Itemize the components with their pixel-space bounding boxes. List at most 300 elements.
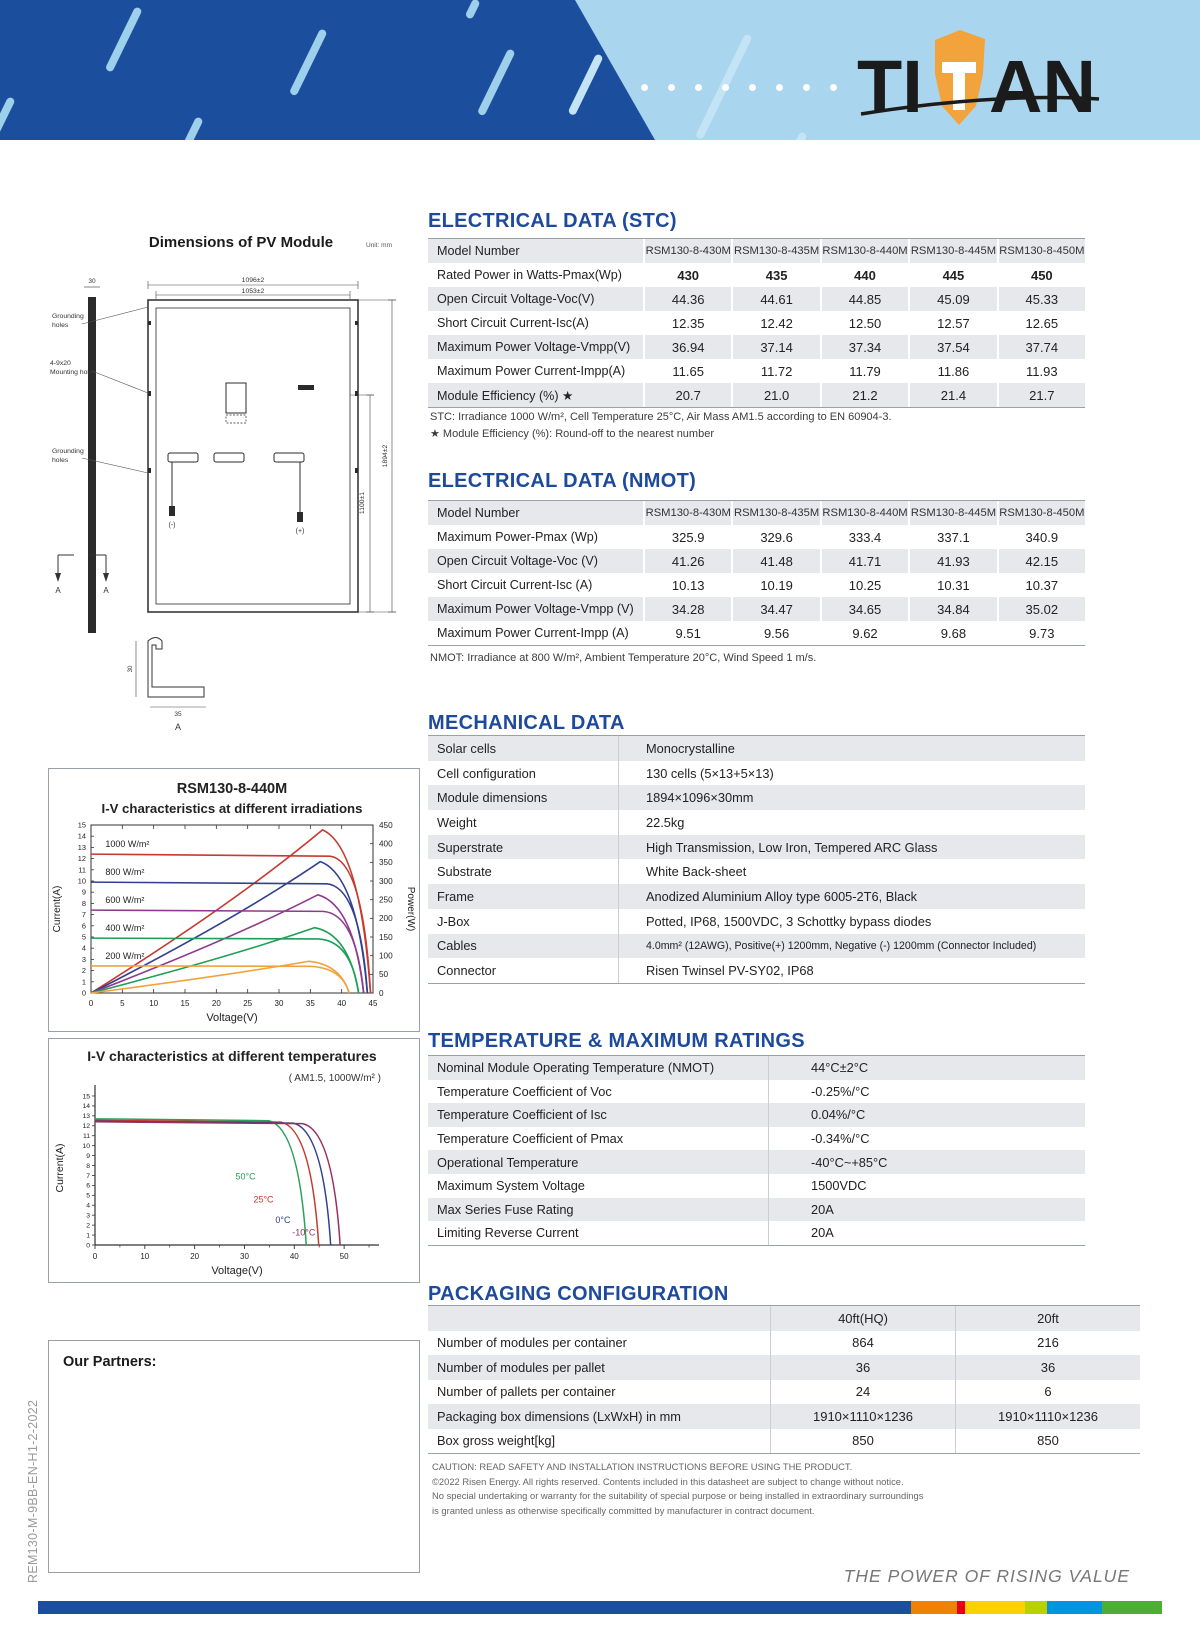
svg-text:50: 50 [339, 1252, 349, 1261]
svg-text:40: 40 [289, 1252, 299, 1261]
table-row [428, 934, 1085, 959]
color-bar-segment [911, 1601, 957, 1614]
svg-text:200 W/m²: 200 W/m² [105, 950, 145, 961]
svg-text:6: 6 [86, 1182, 90, 1190]
cell-value: 37.34 [820, 335, 908, 359]
cell-value: 6 [955, 1380, 1140, 1405]
svg-text:14: 14 [77, 831, 86, 841]
table-row [428, 761, 1085, 786]
note-line: STC: Irradiance 1000 W/m², Cell Temperature 25°C, Air Mass AM1.5 according to EN 60904-3. [430, 411, 892, 423]
table-row [428, 785, 1085, 810]
positive-connector [297, 512, 303, 522]
table-row [428, 1103, 1085, 1127]
stc-notes [430, 409, 892, 443]
cell-value: 10.37 [997, 573, 1085, 597]
cell-value: 850 [955, 1429, 1140, 1454]
column-header: Model Number [437, 244, 520, 258]
svg-text:30: 30 [240, 1252, 249, 1261]
cell-value: 35.02 [997, 597, 1085, 621]
table-row [428, 359, 1085, 383]
table-row [428, 549, 1085, 573]
column-header-40ft: 40ft(HQ) [770, 1306, 955, 1331]
cell-value: 11.93 [997, 359, 1085, 383]
cell-value: 11.79 [820, 359, 908, 383]
cell-value: 333.4 [820, 525, 908, 549]
svg-text:50: 50 [379, 970, 389, 980]
nmot-notes [430, 650, 816, 667]
table-row [428, 1429, 1140, 1454]
table-row [428, 621, 1085, 645]
svg-text:2: 2 [81, 966, 86, 976]
cell-value: 10.13 [643, 573, 731, 597]
cell-value: 41.26 [643, 549, 731, 573]
svg-text:45: 45 [368, 999, 378, 1008]
cell-value: 0.04%/°C [768, 1103, 1085, 1127]
partners-label: Our Partners: [63, 1354, 157, 1370]
svg-text:Voltage(V): Voltage(V) [211, 1265, 263, 1277]
cell-value: 329.6 [731, 525, 819, 549]
table-row [428, 573, 1085, 597]
cell-value: 45.33 [997, 287, 1085, 311]
header-dot [830, 84, 837, 91]
positive-label: (+) [295, 528, 305, 535]
cell-value: 10.25 [820, 573, 908, 597]
row-label: Temperature Coefficient of Pmax [437, 1131, 624, 1147]
cell-value: 34.47 [731, 597, 819, 621]
svg-text:0: 0 [88, 999, 94, 1008]
row-label: Operational Temperature [437, 1154, 579, 1170]
model-column-header: RSM130-8-430M [643, 239, 731, 263]
model-column-header: RSM130-8-445M [908, 239, 996, 263]
cell-value: 10.19 [731, 573, 819, 597]
row-label: Superstrate [437, 839, 504, 855]
titan-logo [855, 26, 1105, 128]
cell-value: 21.0 [731, 383, 819, 407]
svg-text:Current(A): Current(A) [52, 885, 63, 933]
note-line: NMOT: Irradiance at 800 W/m², Ambient Temperature 20°C, Wind Speed 1 m/s. [430, 652, 817, 664]
width-inner-dim: 1053±2 [241, 288, 265, 295]
row-label: Maximum Power Voltage-Vmpp(V) [437, 340, 631, 354]
logo-text-left: TI [857, 45, 923, 128]
cell-value: 430 [643, 263, 731, 287]
svg-text:1: 1 [86, 1232, 90, 1240]
row-label: Frame [437, 888, 474, 904]
cell-value: 435 [731, 263, 819, 287]
grounding-label-1b: holes [52, 322, 69, 329]
mounting-label: 4-9x20 [50, 360, 71, 367]
cell-value: 42.15 [997, 549, 1085, 573]
svg-text:30: 30 [274, 999, 284, 1008]
svg-text:0: 0 [86, 1242, 90, 1250]
svg-text:9: 9 [81, 887, 86, 897]
row-label: Solar cells [437, 740, 497, 756]
header-dot [803, 84, 810, 91]
row-label: Open Circuit Voltage-Voc(V) [437, 292, 595, 306]
cell-value: 36 [955, 1355, 1140, 1380]
cell-value: -40°C~+85°C [768, 1150, 1085, 1174]
cell-value: 21.7 [997, 383, 1085, 407]
svg-text:25: 25 [243, 999, 253, 1008]
partners-box [48, 1340, 420, 1573]
section-name: A [174, 722, 182, 732]
cell-value: 216 [955, 1331, 1140, 1356]
svg-text:1000 W/m²: 1000 W/m² [105, 839, 150, 850]
header-dot [749, 84, 756, 91]
cell-value: 337.1 [908, 525, 996, 549]
svg-text:9: 9 [86, 1152, 90, 1160]
cell-value: 37.14 [731, 335, 819, 359]
cell-value: 44°C±2°C [768, 1056, 1085, 1080]
section-width-dim: 35 [174, 711, 182, 718]
svg-text:0°C: 0°C [275, 1215, 291, 1226]
row-label: Connector [437, 963, 497, 979]
row-label: Weight [437, 814, 477, 830]
iv-irradiation-chartbox [48, 768, 420, 1032]
cell-value: -0.34%/°C [768, 1127, 1085, 1151]
footer-color-bar [38, 1601, 1162, 1614]
width-outer-dim: 1096±2 [241, 277, 265, 284]
table-row [428, 335, 1085, 359]
row-label: Max Series Fuse Rating [437, 1201, 574, 1217]
table-row [428, 1056, 1085, 1080]
diagram-title: Dimensions of PV Module [148, 234, 334, 251]
negative-label: (-) [168, 522, 176, 529]
table-row [428, 810, 1085, 835]
row-label: Maximum Power Current-Impp(A) [437, 364, 626, 378]
cell-value: 440 [820, 263, 908, 287]
height-dim-lines [350, 300, 396, 612]
cell-value: 130 cells (5×13+5×13) [618, 761, 1085, 786]
row-label: Rated Power in Watts-Pmax(Wp) [437, 268, 622, 282]
grounding-label-2: Grounding [52, 448, 84, 455]
table-row [428, 1221, 1085, 1245]
row-label: Number of pallets per container [437, 1384, 616, 1400]
height-outer-dim: 1894±2 [382, 444, 389, 468]
cell-value: 864 [770, 1331, 955, 1356]
svg-text:Current(A): Current(A) [54, 1143, 66, 1193]
cell-value: 850 [770, 1429, 955, 1454]
module-outline [148, 300, 358, 612]
row-label: Number of modules per container [437, 1335, 627, 1351]
svg-text:150: 150 [379, 932, 393, 942]
svg-text:I-V characteristics at differe: I-V characteristics at different irradiations [101, 801, 363, 816]
svg-text:10: 10 [140, 1252, 150, 1261]
svg-text:400: 400 [379, 839, 393, 849]
mechanical-table [428, 735, 1085, 984]
model-column-header: RSM130-8-435M [731, 239, 819, 263]
svg-text:15: 15 [77, 820, 86, 830]
cell-value: 445 [908, 263, 996, 287]
section-a-label: A [103, 586, 109, 595]
svg-text:300: 300 [379, 876, 393, 886]
table-row [428, 263, 1085, 287]
svg-text:RSM130-8-440M: RSM130-8-440M [176, 781, 288, 797]
height-inner-dim: 1100±1 [359, 491, 366, 515]
row-label: Short Circuit Current-Isc(A) [437, 316, 589, 330]
cell-value: High Transmission, Low Iron, Tempered ARC Glass [618, 835, 1085, 860]
svg-text:3: 3 [81, 954, 86, 964]
table-row [428, 1080, 1085, 1104]
svg-text:35: 35 [305, 999, 315, 1008]
cell-value: 1910×1110×1236 [770, 1404, 955, 1429]
model-column-header: RSM130-8-435M [731, 501, 819, 525]
table-row [428, 1404, 1140, 1429]
cell-value: 37.74 [997, 335, 1085, 359]
page-header [0, 0, 1200, 140]
svg-text:0: 0 [81, 988, 86, 998]
section-a-label: A [55, 586, 61, 595]
svg-text:20: 20 [211, 999, 221, 1008]
row-label: J-Box [437, 913, 470, 929]
mechanical-heading: MECHANICAL DATA [428, 712, 625, 734]
mounting-label-b: Mounting holes [50, 369, 97, 376]
cell-value: 37.54 [908, 335, 996, 359]
model-column-header: RSM130-8-450M [997, 501, 1085, 525]
svg-text:250: 250 [379, 895, 393, 905]
document-number: REM130-M-9BB-EN-H1-2-2022 [26, 1399, 40, 1583]
svg-text:25°C: 25°C [253, 1194, 274, 1205]
color-bar-segment [965, 1601, 1025, 1614]
table-row [428, 835, 1085, 860]
cell-value: 34.28 [643, 597, 731, 621]
nmot-table [428, 500, 1085, 646]
svg-text:4: 4 [86, 1202, 90, 1210]
svg-text:5: 5 [120, 999, 125, 1008]
row-label: Cell configuration [437, 765, 536, 781]
table-header-row [428, 239, 1085, 263]
table-row [428, 736, 1085, 761]
cell-value: 44.85 [820, 287, 908, 311]
svg-text:40: 40 [337, 999, 347, 1008]
cell-value: 9.68 [908, 621, 996, 645]
svg-text:11: 11 [78, 865, 86, 875]
row-label: Maximum System Voltage [437, 1178, 585, 1194]
svg-text:3: 3 [86, 1212, 90, 1220]
cell-value: 12.57 [908, 311, 996, 335]
cell-value: Monocrystalline [618, 736, 1085, 761]
svg-text:13: 13 [77, 842, 86, 852]
cell-value: 20A [768, 1221, 1085, 1245]
table-row [428, 597, 1085, 621]
row-label: Short Circuit Current-Isc (A) [437, 578, 593, 592]
model-column-header: RSM130-8-430M [643, 501, 731, 525]
cell-value: 9.51 [643, 621, 731, 645]
cell-value: 20.7 [643, 383, 731, 407]
thickness-dim: 30 [88, 278, 96, 285]
cell-value: 21.4 [908, 383, 996, 407]
cell-value: Potted, IP68, 1500VDC, 3 Schottky bypass diodes [618, 909, 1085, 934]
header-dot [722, 84, 729, 91]
nmot-heading: ELECTRICAL DATA (NMOT) [428, 470, 697, 492]
table-row [428, 884, 1085, 909]
iv-temperature-chartbox [48, 1038, 420, 1283]
svg-text:15: 15 [180, 999, 190, 1008]
row-label: Cables [437, 938, 477, 954]
svg-text:0: 0 [92, 1252, 98, 1261]
svg-text:14: 14 [82, 1103, 90, 1111]
cell-value: 11.86 [908, 359, 996, 383]
table-row [428, 525, 1085, 549]
note-line: is granted unless as otherwise specifically committed by manufacturer in contract document. [432, 1504, 815, 1516]
row-label: Module dimensions [437, 790, 548, 806]
cell-value: 41.48 [731, 549, 819, 573]
cell-value: 45.09 [908, 287, 996, 311]
column-header-20ft: 20ft [955, 1306, 1140, 1331]
table-row [428, 1174, 1085, 1198]
row-label: Limiting Reverse Current [437, 1225, 579, 1241]
table-row [428, 859, 1085, 884]
section-height-dim: 30 [128, 665, 134, 673]
color-bar-segment [1047, 1601, 1102, 1614]
svg-text:50°C: 50°C [235, 1171, 256, 1182]
header-dot [776, 84, 783, 91]
packaging-heading: PACKAGING CONFIGURATION [428, 1283, 729, 1305]
cell-value: 9.56 [731, 621, 819, 645]
svg-text:Power(W): Power(W) [405, 886, 416, 932]
cell-value: 36.94 [643, 335, 731, 359]
svg-text:13: 13 [82, 1113, 90, 1121]
table-row [428, 287, 1085, 311]
svg-text:1: 1 [81, 977, 86, 987]
cell-value: 1894×1096×30mm [618, 785, 1085, 810]
svg-text:5: 5 [81, 932, 86, 942]
cell-value: Risen Twinsel PV-SY02, IP68 [618, 958, 1085, 983]
table-header-row [428, 1306, 1140, 1331]
cell-value: 4.0mm² (12AWG), Positive(+) 1200mm, Negative (-) 1200mm (Connector Included) [618, 934, 1085, 959]
column-header [428, 1306, 770, 1331]
svg-text:I-V characteristics at differe: I-V characteristics at different temperatures [87, 1048, 377, 1064]
header-dot [668, 84, 675, 91]
cell-value: 450 [997, 263, 1085, 287]
table-row [428, 1380, 1140, 1405]
svg-text:2: 2 [86, 1222, 90, 1230]
svg-text:20: 20 [190, 1252, 200, 1261]
svg-text:100: 100 [379, 951, 393, 961]
row-label: Maximum Power Voltage-Vmpp (V) [437, 602, 634, 616]
table-row [428, 1355, 1140, 1380]
cell-value: 12.50 [820, 311, 908, 335]
caution-text [432, 1460, 923, 1518]
svg-text:400 W/m²: 400 W/m² [105, 923, 145, 934]
svg-text:800 W/m²: 800 W/m² [105, 867, 145, 878]
header-dot [641, 84, 648, 91]
section-marks [58, 555, 106, 573]
table-row [428, 909, 1085, 934]
model-column-header: RSM130-8-450M [997, 239, 1085, 263]
table-row [428, 1127, 1085, 1151]
svg-text:4: 4 [81, 943, 86, 953]
row-label: Module Efficiency (%) ★ [437, 388, 574, 403]
logo-text-right: AN [989, 45, 1096, 128]
svg-text:12: 12 [82, 1123, 90, 1131]
grounding-label-2b: holes [52, 457, 69, 464]
svg-text:450: 450 [379, 820, 393, 830]
cell-value: 11.72 [731, 359, 819, 383]
svg-text:8: 8 [86, 1162, 90, 1170]
svg-text:10: 10 [77, 876, 86, 886]
note-line: No special undertaking or warranty for the suitability of special purpose or being installed in extraordinary surroundings [432, 1490, 924, 1501]
table-row [428, 383, 1085, 407]
svg-text:Voltage(V): Voltage(V) [206, 1012, 258, 1024]
cell-value: 34.84 [908, 597, 996, 621]
cell-value: 340.9 [997, 525, 1085, 549]
cell-value: Anodized Aluminium Alloy type 6005-2T6, Black [618, 884, 1085, 909]
row-label: Number of modules per pallet [437, 1359, 605, 1375]
row-label: Temperature Coefficient of Isc [437, 1107, 607, 1123]
svg-text:0: 0 [379, 988, 384, 998]
cell-value: 34.65 [820, 597, 908, 621]
table-row [428, 1331, 1140, 1356]
row-label: Nominal Module Operating Temperature (NMOT) [437, 1060, 715, 1076]
stc-table [428, 238, 1085, 408]
svg-text:200: 200 [379, 914, 393, 924]
model-column-header: RSM130-8-440M [820, 501, 908, 525]
cell-value: 41.71 [820, 549, 908, 573]
cell-value: 12.35 [643, 311, 731, 335]
header-dot [695, 84, 702, 91]
svg-text:15: 15 [82, 1093, 90, 1101]
connector-pads [168, 453, 304, 512]
svg-text:7: 7 [86, 1172, 90, 1180]
cell-value: White Back-sheet [618, 859, 1085, 884]
cell-value: 12.65 [997, 311, 1085, 335]
slogan-text: THE POWER OF RISING VALUE [843, 1566, 1130, 1586]
negative-connector [169, 506, 175, 516]
row-label: Substrate [437, 864, 492, 880]
row-label: Box gross weight[kg] [437, 1433, 556, 1449]
side-profile-bar [88, 297, 96, 633]
dimensions-diagram [48, 225, 420, 765]
color-bar-segment [1025, 1601, 1047, 1614]
iv-irradiation-chart [49, 769, 418, 1030]
row-label: Maximum Power Current-Impp (A) [437, 626, 629, 640]
note-line: ©2022 Risen Energy. All rights reserved. Contents included in this datasheet are subject to change without notice. [432, 1475, 904, 1487]
svg-text:( AM1.5, 1000W/m² ): ( AM1.5, 1000W/m² ) [288, 1073, 381, 1084]
note-line: CAUTION: READ SAFETY AND INSTALLATION INSTRUCTIONS BEFORE USING THE PRODUCT. [432, 1461, 853, 1472]
cell-value: 325.9 [643, 525, 731, 549]
svg-text:350: 350 [379, 858, 393, 868]
svg-text:10: 10 [82, 1142, 90, 1150]
stc-heading: ELECTRICAL DATA (STC) [428, 210, 677, 232]
cell-value: 24 [770, 1380, 955, 1405]
cell-value: 44.61 [731, 287, 819, 311]
table-row [428, 1198, 1085, 1222]
cell-value: 41.93 [908, 549, 996, 573]
table-row [428, 1150, 1085, 1174]
cell-value: 9.62 [820, 621, 908, 645]
svg-text:5: 5 [86, 1192, 90, 1200]
iv-temperature-chart [49, 1039, 418, 1281]
svg-text:600 W/m²: 600 W/m² [105, 895, 145, 906]
note-line: ★ Module Efficiency (%): Round-off to the nearest number [430, 428, 714, 440]
cell-value: 12.42 [731, 311, 819, 335]
table-header-row [428, 501, 1085, 525]
temperature-table [428, 1055, 1085, 1246]
row-label: Open Circuit Voltage-Voc (V) [437, 554, 598, 568]
cell-value: 36 [770, 1355, 955, 1380]
svg-text:10: 10 [149, 999, 159, 1008]
cell-value: 20A [768, 1198, 1085, 1222]
temperature-heading: TEMPERATURE & MAXIMUM RATINGS [428, 1030, 805, 1052]
cell-value: 44.36 [643, 287, 731, 311]
color-bar-segment [957, 1601, 965, 1614]
cell-value: 10.31 [908, 573, 996, 597]
table-row [428, 311, 1085, 335]
diagram-unit: Unit: mm [366, 242, 392, 249]
row-label: Temperature Coefficient of Voc [437, 1083, 612, 1099]
cell-value: 22.5kg [618, 810, 1085, 835]
cell-value: -0.25%/°C [768, 1080, 1085, 1104]
